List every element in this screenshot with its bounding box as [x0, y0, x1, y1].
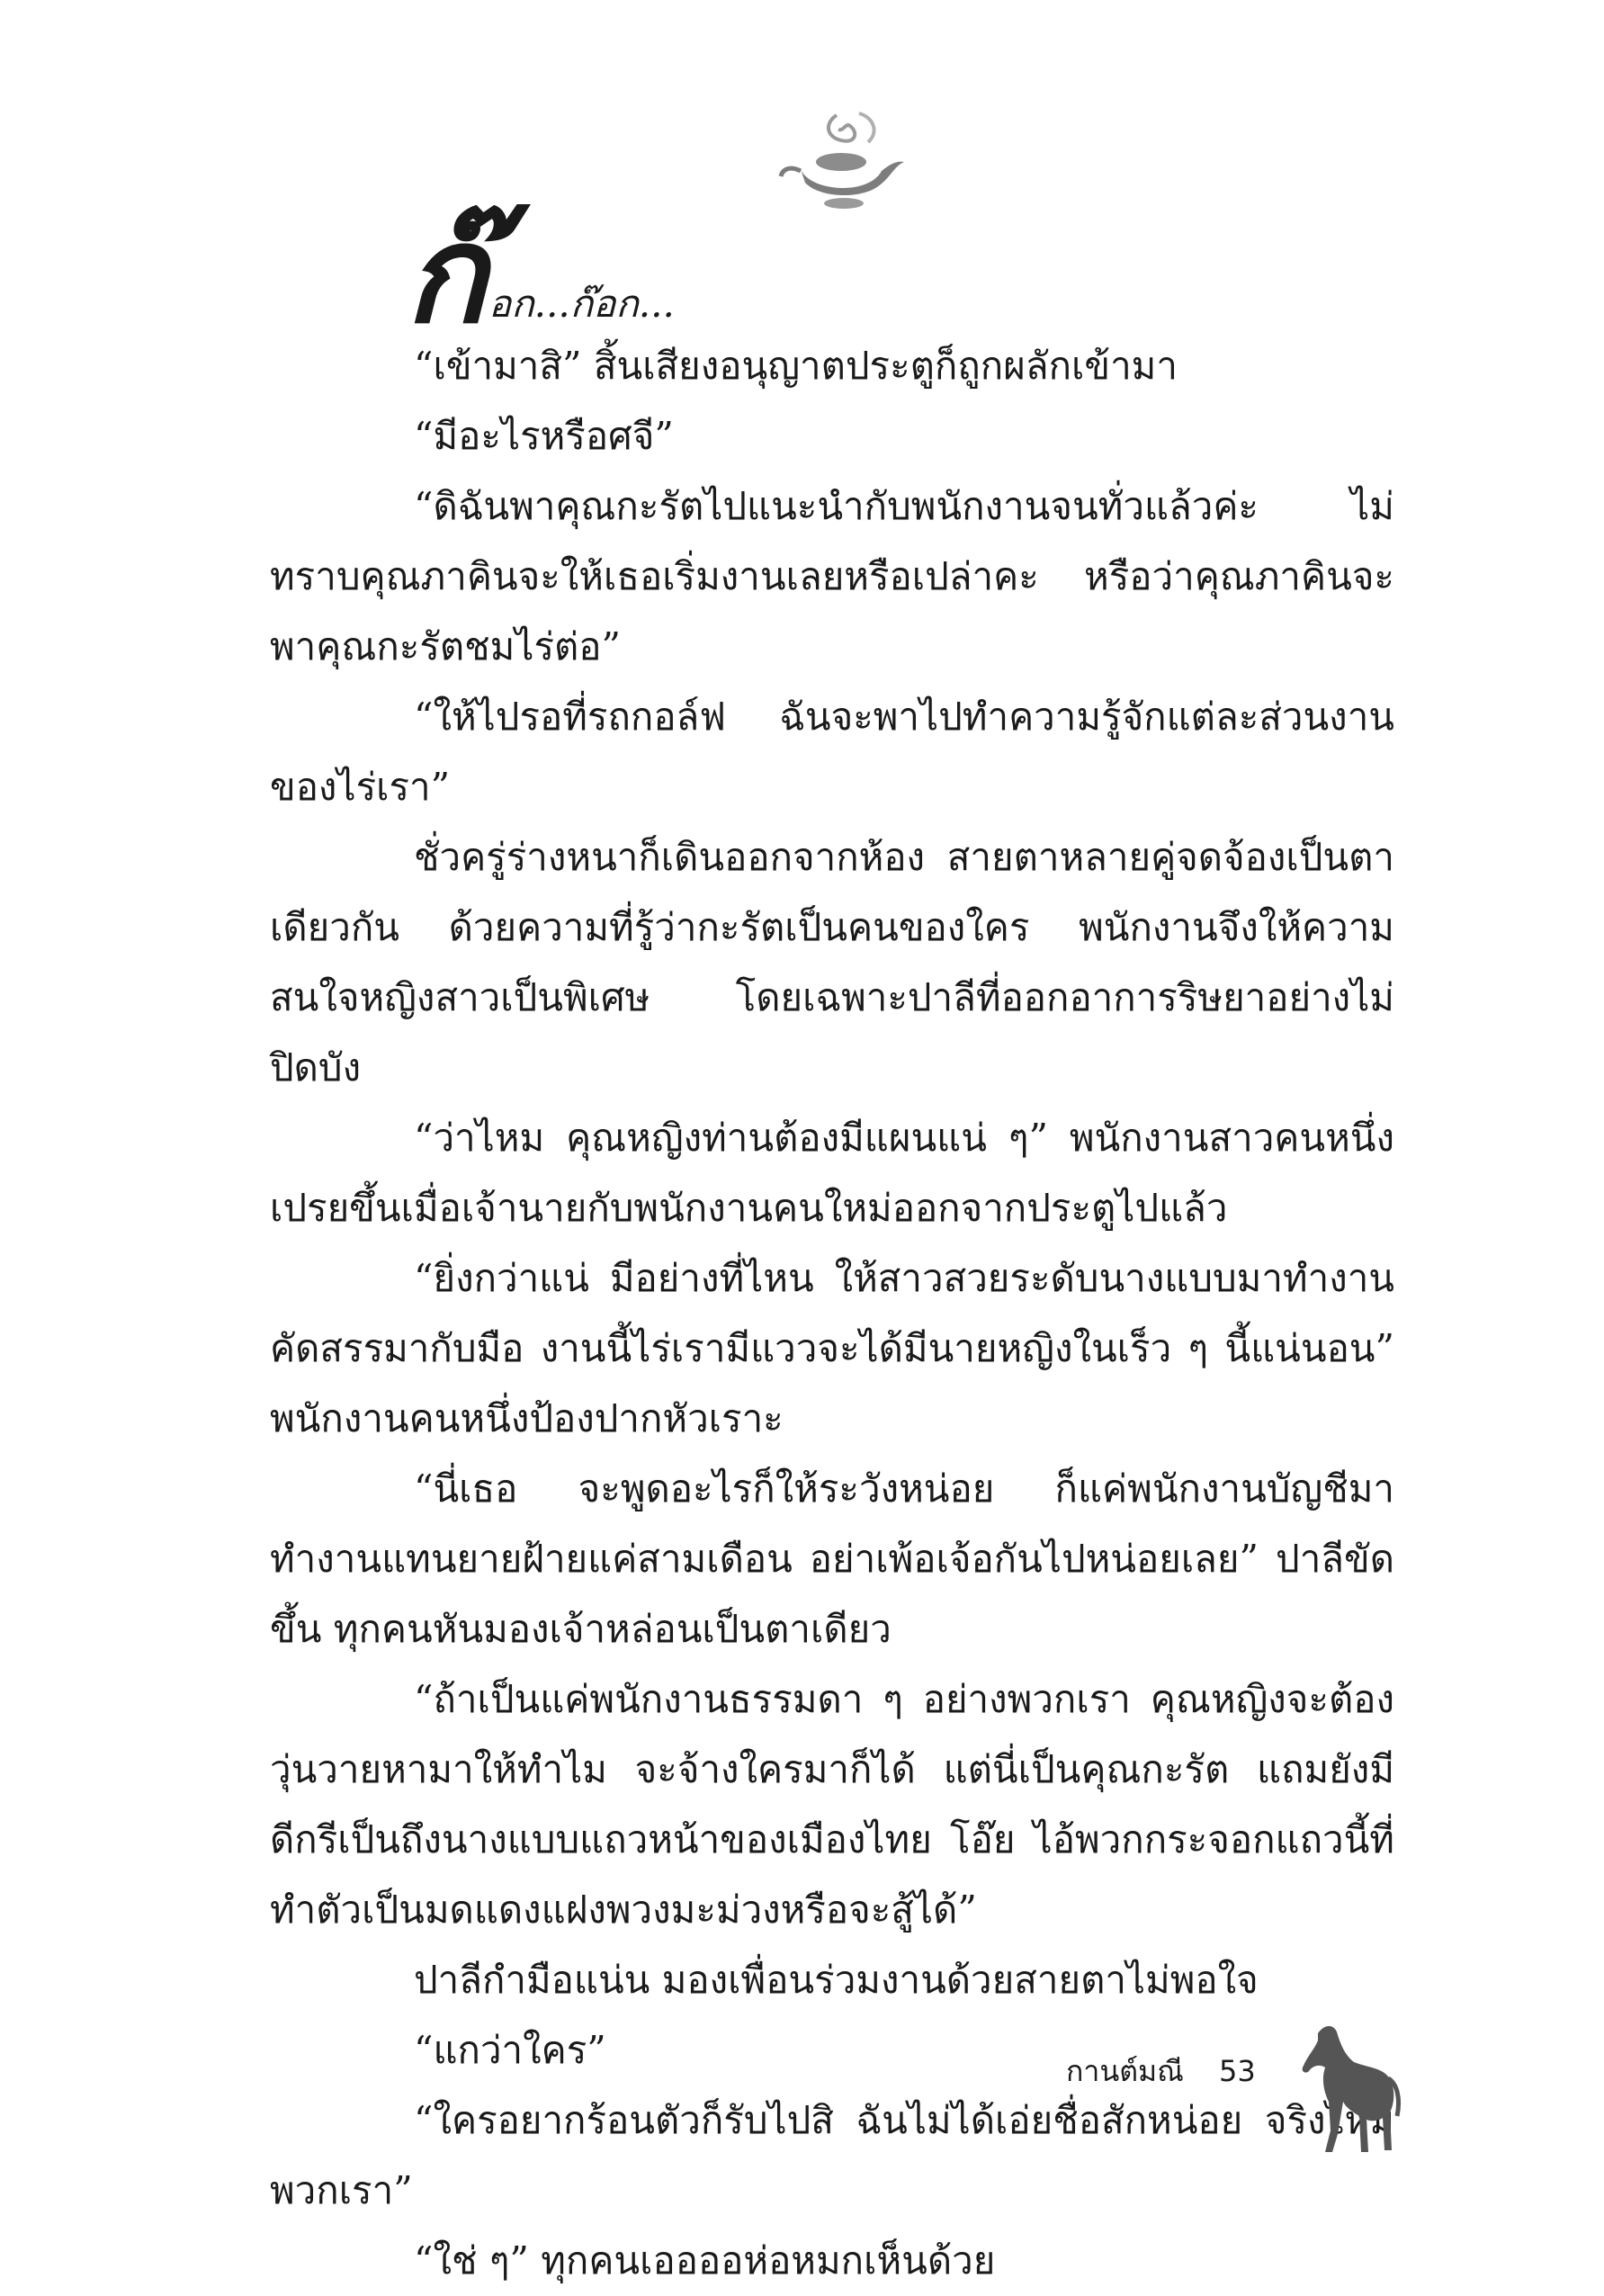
paragraph: “ใครอยากร้อนตัวก็รับไปสิ ฉันไม่ได้เอ่ยชื่อสักหน่อย จริงไหมพวกเรา”: [270, 2098, 1394, 2212]
genie-lamp-icon: [774, 106, 909, 214]
drop-cap: ก๊: [405, 195, 487, 354]
page-number: 53: [1219, 2054, 1256, 2088]
paragraph: “แกว่าใคร”: [414, 2028, 606, 2072]
paragraph: “ยิ่งกว่าแน่ มีอย่างที่ไหน ให้สาวสวยระดับนางแบบมาทำงานคัดสรรมากับมือ งานนี้ไร่เรามีแววจะได้มีนายหญิงในเร็ว ๆ นี้แน่นอน” พนักงานคนหนึ่งป้องปากหัวเราะ: [270, 1256, 1394, 1440]
paragraph: “ใช่ ๆ” ทุกคนเออออห่อหมกเห็นด้วย: [414, 2238, 996, 2283]
paragraph: ปาลีกำมือแน่น มองเพื่อนร่วมงานด้วยสายตาไม่พอใจ: [414, 1958, 1259, 2002]
body-text: [270, 195, 1394, 2296]
paragraph: “ดิฉันพาคุณกะรัตไปแนะนำกับพนักงานจนทั่วแล้วค่ะ ไม่ทราบคุณภาคินจะให้เธอเริ่มงานเลยหรือเปล่าคะ หรือว่าคุณภาคินจะพาคุณกะรัตชมไร่ต่อ”: [270, 484, 1394, 668]
paragraph: “ถ้าเป็นแค่พนักงานธรรมดา ๆ อย่างพวกเรา คุณหญิงจะต้องวุ่นวายหามาให้ทำไม จะจ้างใครมาก็ได้ แต่นี่เป็นคุณกะรัต แถมยังมีดีกรีเป็นถึงนางแบบแถวหน้าของเมืองไทย โอ๊ย ไอ้พวกกระจอกแถวนี้ที่ทำตัวเป็นมดแดงแฝงพวงมะม่วงหรือจะสู้ได้”: [270, 1677, 1394, 1932]
opening-text: อก...ก๊อก...: [488, 282, 675, 326]
paragraph: “นี่เธอ จะพูดอะไรก็ให้ระวังหน่อย ก็แค่พนักงานบัญชีมาทำงานแทนยายฝ้ายแค่สามเดือน อย่าเพ้อเจ้อกันไปหน่อยเลย” ปาลีขัดขึ้น ทุกคนหันมองเจ้าหล่อนเป็นตาเดียว: [270, 1466, 1394, 1651]
book-title: กานต์มณี: [1066, 2054, 1184, 2088]
horse-icon: [1291, 2015, 1408, 2159]
paragraph: “เข้ามาสิ” สิ้นเสียงอนุญาตประตูก็ถูกผลักเข้ามา: [414, 344, 1178, 388]
paragraph: “ว่าไหม คุณหญิงท่านต้องมีแผนแน่ ๆ” พนักงานสาวคนหนึ่งเปรยขึ้นเมื่อเจ้านายกับพนักงานคนใหม่ออกจากประตูไปแล้ว: [270, 1116, 1394, 1230]
paragraph: ชั่วครู่ร่างหนาก็เดินออกจากห้อง สายตาหลายคู่จดจ้องเป็นตาเดียวกัน ด้วยความที่รู้ว่ากะรัตเป็นคนของใคร พนักงานจึงให้ความสนใจหญิงสาวเป็นพิเศษ โดยเฉพาะปาลีที่ออกอาการริษยาอย่างไม่ปิดบัง: [270, 835, 1394, 1090]
paragraph: “มีอะไรหรือศจี”: [414, 414, 674, 458]
chapter-opening: [270, 195, 1394, 354]
paragraph: “ให้ไปรอที่รถกอล์ฟ ฉันจะพาไปทำความรู้จักแต่ละส่วนงานของไร่เรา”: [270, 695, 1394, 809]
